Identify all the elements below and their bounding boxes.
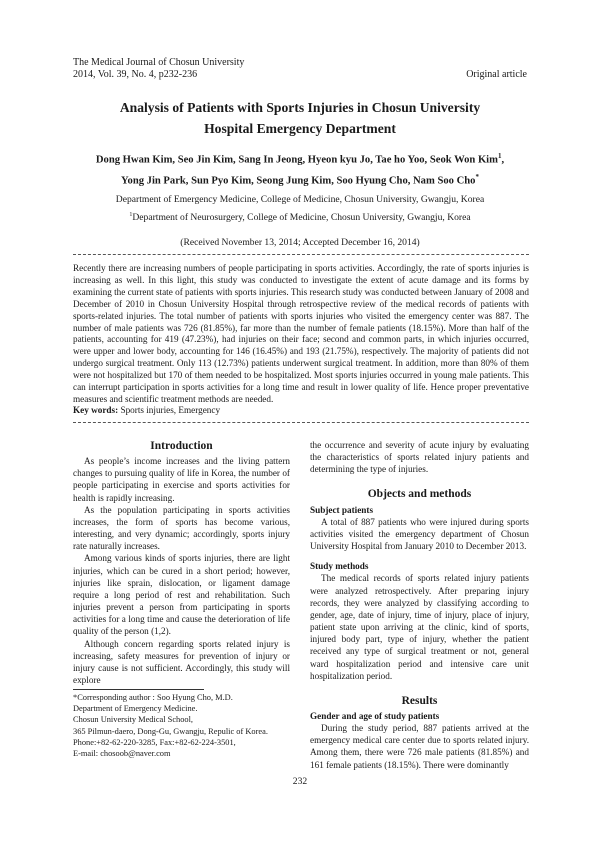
affiliation-2-text: Department of Neurosurgery, College of Medicine, Chosun University, Gwangju, Korea: [132, 212, 471, 224]
page-number: 232: [292, 776, 308, 787]
methods-subheading: Study methods: [310, 561, 369, 572]
affiliation-1: Department of Emergency Medicine, College of Medicine, Chosun University, Gwangju, Korea: [115, 194, 485, 205]
footnote-line-2: Department of Emergency Medicine.: [73, 704, 198, 714]
author-affiliation-mark: 1: [497, 152, 502, 160]
footnote-line-5: Phone:+82-62-220-3285, Fax:+82-62-224-3501,: [73, 737, 236, 747]
subjects-subheading: Subject patients: [310, 504, 374, 515]
corresponding-mark: *: [475, 172, 479, 181]
intro-paragraph-2: As the population participating in sports activities increases, the form of sports has become various, interesting, and very dynamic; accordingly, sports injury rate naturally increases.: [73, 504, 290, 552]
methods-text: The medical records of sports related injury patients were analyzed retrospectively. After preparing injury records, they were analyzed by classifying according to gender, age, date of injury, time of injury, place of injury, patient state upon arriving at the clinic, kind of sports, injured body part, type of injury, whether the patient received any type of surgical treatment or not, general ward hospitalization period and intensive care unit hospitalization period.: [310, 573, 529, 681]
intro-paragraph-1: As people’s income increases and the living pattern changes to pursuing quality of life in Korea, the number of people participating in exercise and sports activities for health is rapidly increasing.: [73, 456, 290, 503]
divider-bottom: [73, 422, 529, 423]
journal-name: The Medical Journal of Chosun University: [73, 57, 245, 68]
keywords: [73, 405, 220, 415]
corresponding-footnote: [73, 692, 303, 759]
journal-citation: 2014, Vol. 39, No. 4, p232-236: [73, 69, 198, 80]
gender-subheading: Gender and age of study patients: [310, 710, 440, 721]
right-column: [310, 439, 529, 771]
intro-section: [73, 440, 290, 686]
divider-top: [73, 254, 529, 255]
received-dates: (Received November 13, 2014; Accepted December 16, 2014): [180, 237, 420, 248]
gender-text: During the study period, 887 patients arrived at the emergency medical care center due to sports related injury. Among them, there were 726 male patients (81.85%) and 161 female patients (18.15%). There were dominantly: [310, 723, 529, 770]
intro-heading: Introduction: [150, 440, 213, 452]
authors-comma: ,: [501, 154, 505, 166]
affiliation-2: [60, 209, 540, 224]
subjects-text: A total of 887 patients who were injured during sports activities visited the emergency department of Chosun University Hospital from January 2010 to December 2013.: [310, 516, 529, 552]
title-line-2: Hospital Emergency Department: [204, 121, 396, 136]
keywords-label: Key words:: [73, 405, 119, 415]
abstract: Recently there are increasing numbers of people participating in sports activities. Accordingly, the rate of sports injuries is increasing as well. In this light, this study was conducted to investigate the extent of acute damage and its forms by examining the current state of patients with sports injuries. This research study was conducted between January of 2008 and December of 2010 in Chosun University Hospital through retrospective review of the medical records of patients with sports-related injuries. The total number of patients with sports injuries who visited the emergency center was 887. The number of male patients was 726 (81.85%), far more than the number of female patients (18.15%). More than half of the patients, accounting for 419 (47.23%), had injuries on their face; second and common parts, in which injuries occurred, were upper and lower body, accounting for 146 (16.45%) and 193 (21.75%), respectively. The majority of patients did not undergo surgical treatment. Only 113 (12.73%) patients underwent surgical treatment. In addition, more than 80% of them were not hospitalized but 170 of them needed to be hospitalized. Most sports injuries occurred in young male patients. This can interrupt participation in sports activities for a long time and result in lower quality of life. Hence proper preventative measures and scientific treatment methods are needed.: [73, 263, 529, 404]
article-type: Original article: [466, 69, 527, 80]
footnote-line-6: E-mail: chosoob@naver.com: [73, 749, 171, 759]
intro-paragraph-4: Although concern regarding sports related injury is increasing, safety measures for prevention of injury or injury cause is not sufficient. Accordingly, this study will explore: [73, 638, 290, 685]
footnote-rule: [73, 689, 204, 690]
title-line-1: Analysis of Patients with Sports Injuries in Chosun University: [119, 100, 481, 115]
affiliation-2-mark: 1: [129, 212, 133, 218]
footnote-line-3: Chosun University Medical School,: [73, 715, 194, 725]
footnote-line-4: 365 Pilmun-daero, Dong-Gu, Gwangju, Repulic of Korea.: [73, 726, 268, 736]
intro-continued: the occurrence and severity of acute injury by evaluating the characteristics of sports related injury patients and determining the type of injuries.: [310, 440, 529, 475]
keywords-value: Sports injuries, Emergency: [120, 405, 221, 415]
intro-paragraph-3: Among various kinds of sports injuries, there are light injuries, which can be cured in a short period; however, injuries like sprain, dislocation, or ligament damage require a long period of rest and rehabilitation. Such injuries prevent a person from participating in sports activities for a long time and cause the deterioration of life quality of the person (1,2).: [73, 553, 290, 637]
article-title: [60, 97, 540, 139]
authors-line-2: Yong Jin Park, Sun Pyo Kim, Seong Jung Kim, Soo Hyung Cho, Nam Soo Cho: [121, 175, 476, 187]
footnote-line-1: *Corresponding author : Soo Hyung Cho, M.D.: [73, 693, 233, 702]
author-list: [70, 148, 530, 189]
authors-line-1: Dong Hwan Kim, Seo Jin Kim, Sang In Jeong, Hyeon kyu Jo, Tae ho Yoo, Seok Won Kim: [95, 154, 498, 166]
methods-heading: Objects and methods: [367, 488, 472, 501]
results-heading: Results: [401, 694, 438, 707]
